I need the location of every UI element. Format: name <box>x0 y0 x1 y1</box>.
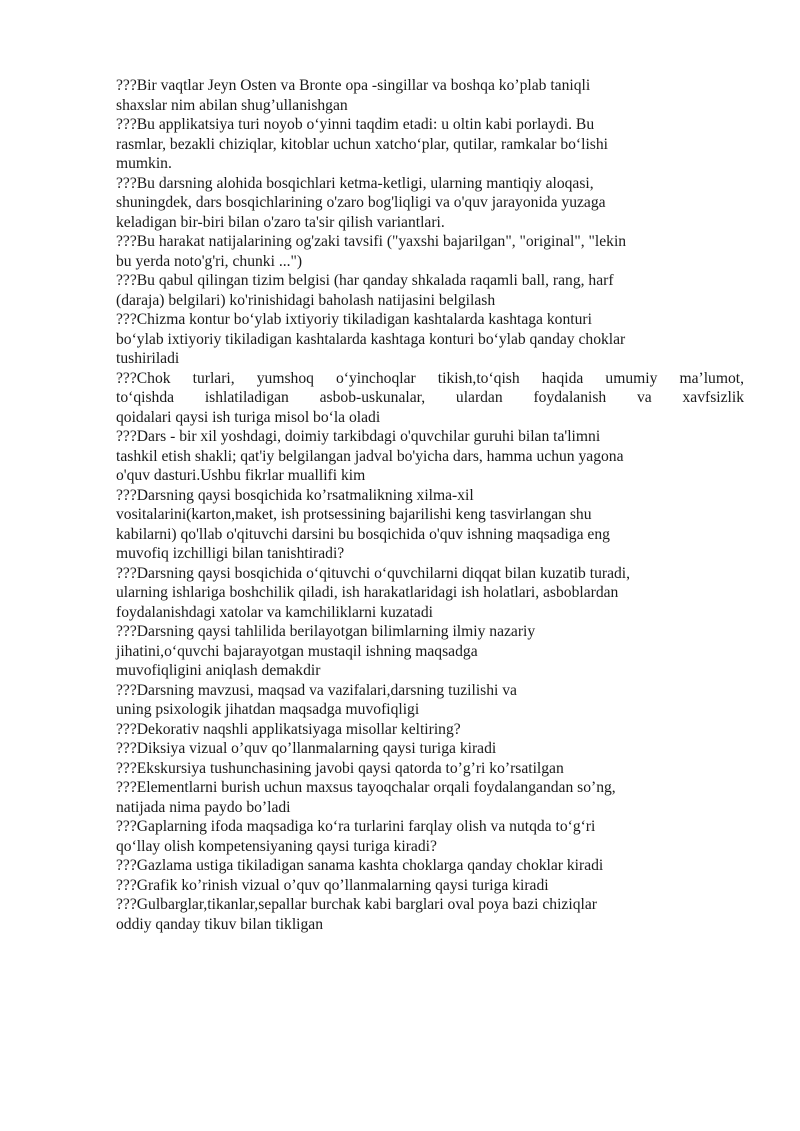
question-item <box>116 622 744 681</box>
question-line: keladigan bir-biri bilan o'zaro ta'sir qilish variantlari. <box>116 213 445 231</box>
question-line: ???Bu applikatsiya turi noyob o‘yinni taqdim etadi: u oltin kabi porlaydi. Bu <box>116 116 595 133</box>
question-item <box>116 369 744 428</box>
question-line: natijada nima paydo bo’ladi <box>116 798 291 816</box>
question-line: ???Darsning qaysi tahlilida berilayotgan bilimlarning ilmiy nazariy <box>116 623 536 640</box>
question-line: ???Chizma kontur bo‘ylab ixtiyoriy tikiladigan kashtalarda kashtaga konturi <box>116 311 592 328</box>
question-line: ???Bir vaqtlar Jeyn Osten va Bronte opa -singillar va boshqa ko’plab taniqli <box>116 77 591 94</box>
question-line: ???Dekorativ naqshli applikatsiyaga misollar keltiring? <box>116 720 461 738</box>
question-item <box>116 739 744 759</box>
question-line: qo‘llay olish kompetensiyaning qaysi turiga kiradi? <box>116 837 437 855</box>
question-line: ???Bu harakat natijalarining og'zaki tavsifi ("yaxshi bajarilgan", "original", "lekin <box>116 233 627 250</box>
question-line: ???Elementlarni burish uchun maxsus tayoqchalar orqali foydalangandan so’ng, <box>116 779 616 796</box>
question-line: bo‘ylab ixtiyoriy tikiladigan kashtalarda kashtaga konturi bo‘ylab qanday choklar <box>116 330 626 348</box>
question-line: oddiy qanday tikuv bilan tikligan <box>116 915 324 933</box>
question-item <box>116 720 744 740</box>
question-line: ???Gulbarglar,tikanlar,sepallar burchak kabi barglari oval poya bazi chiziqlar <box>116 896 597 913</box>
question-line: ???Chok turlari, yumshoq o‘yinchoqlar tikish,to‘qish haqida umumiy ma’lumot, <box>116 369 744 387</box>
question-line: ???Bu qabul qilingan tizim belgisi (har qanday shkalada raqamli ball, rang, harf <box>116 272 614 289</box>
question-line: muvofiq izchilligi bilan tanishtiradi? <box>116 545 345 562</box>
question-line: rasmlar, bezakli chiziqlar, kitoblar uchun xatcho‘plar, qutilar, ramkalar bo‘lishi <box>116 135 608 153</box>
question-list <box>116 76 744 934</box>
question-item <box>116 486 744 564</box>
question-line: ???Ekskursiya tushunchasining javobi qaysi qatorda to’g’ri ko’rsatilgan <box>116 759 564 777</box>
question-line: tushiriladi <box>116 350 180 367</box>
question-line: mumkin. <box>116 155 172 172</box>
question-line: ularning ishlariga boshchilik qiladi, ish harakatlaridagi ish holatlari, asboblardan <box>116 584 619 601</box>
question-line: kabilarni) qo'llab o'qituvchi darsini bu bosqichida o'quv ishning maqsadiga eng <box>116 525 610 543</box>
question-line: ???Dars - bir xil yoshdagi, doimiy tarkibdagi o'quvchilar guruhi bilan ta'limni <box>116 428 601 445</box>
question-line: uning psixologik jihatdan maqsadga muvofiqligi <box>116 701 420 718</box>
question-item <box>116 817 744 856</box>
question-item <box>116 427 744 486</box>
question-line: jihatini,o‘quvchi bajarayotgan mustaqil ishning maqsadga <box>116 642 478 660</box>
question-line: ???Gaplarning ifoda maqsadiga ko‘ra turlarini farqlay olish va nutqda to‘g‘ri <box>116 818 596 835</box>
question-item <box>116 310 744 369</box>
question-item <box>116 174 744 233</box>
question-line: foydalanishdagi xatolar va kamchiliklarni kuzatadi <box>116 603 433 621</box>
question-line: to‘qishda ishlatiladigan asbob-uskunalar, ulardan foydalanish va xavfsizlik <box>116 389 744 406</box>
question-item <box>116 115 744 174</box>
document-page <box>116 76 744 934</box>
question-line: ???Darsning mavzusi, maqsad va vazifalari,darsning tuzilishi va <box>116 681 517 699</box>
question-line: tashkil etish shakli; qat'iy belgilangan jadval bo'yicha dars, hamma uchun yagona <box>116 447 624 465</box>
question-line: qoidalari qaysi ish turiga misol bo‘la oladi <box>116 408 381 426</box>
question-line: ???Grafik ko’rinish vizual o’quv qo’llanmalarning qaysi turiga kiradi <box>116 876 549 894</box>
question-item <box>116 564 744 623</box>
question-line: shaxslar nim abilan shug’ullanishgan <box>116 96 348 114</box>
question-line: bu yerda noto'g'ri, chunki ...") <box>116 252 303 270</box>
question-line: ???Darsning qaysi bosqichida ko’rsatmalikning xilma-xil <box>116 486 474 504</box>
question-line: ???Bu darsning alohida bosqichlari ketma-ketligi, ularning mantiqiy aloqasi, <box>116 174 594 192</box>
question-line: ???Darsning qaysi bosqichida o‘qituvchi o‘quvchilarni diqqat bilan kuzatib turadi, <box>116 564 631 582</box>
question-item <box>116 681 744 720</box>
question-item <box>116 232 744 271</box>
question-item <box>116 856 744 876</box>
question-item <box>116 271 744 310</box>
question-line: o'quv dasturi.Ushbu fikrlar muallifi kim <box>116 467 366 484</box>
question-item <box>116 895 744 934</box>
question-item <box>116 759 744 779</box>
question-item <box>116 876 744 896</box>
question-line: ???Gazlama ustiga tikiladigan sanama kashta choklarga qanday choklar kiradi <box>116 857 604 874</box>
question-line: vositalarini(karton,maket, ish protsessining bajarilishi keng tasvirlangan shu <box>116 506 592 523</box>
question-line: muvofiqligini aniqlash demakdir <box>116 662 321 679</box>
question-line: (daraja) belgilari) ko'rinishidagi baholash natijasini belgilash <box>116 291 496 309</box>
question-line: shuningdek, dars bosqichlarining o'zaro bog'liqligi va o'quv jarayonida yuzaga <box>116 194 606 211</box>
question-item <box>116 778 744 817</box>
question-item <box>116 76 744 115</box>
question-line: ???Diksiya vizual o’quv qo’llanmalarning qaysi turiga kiradi <box>116 740 497 757</box>
